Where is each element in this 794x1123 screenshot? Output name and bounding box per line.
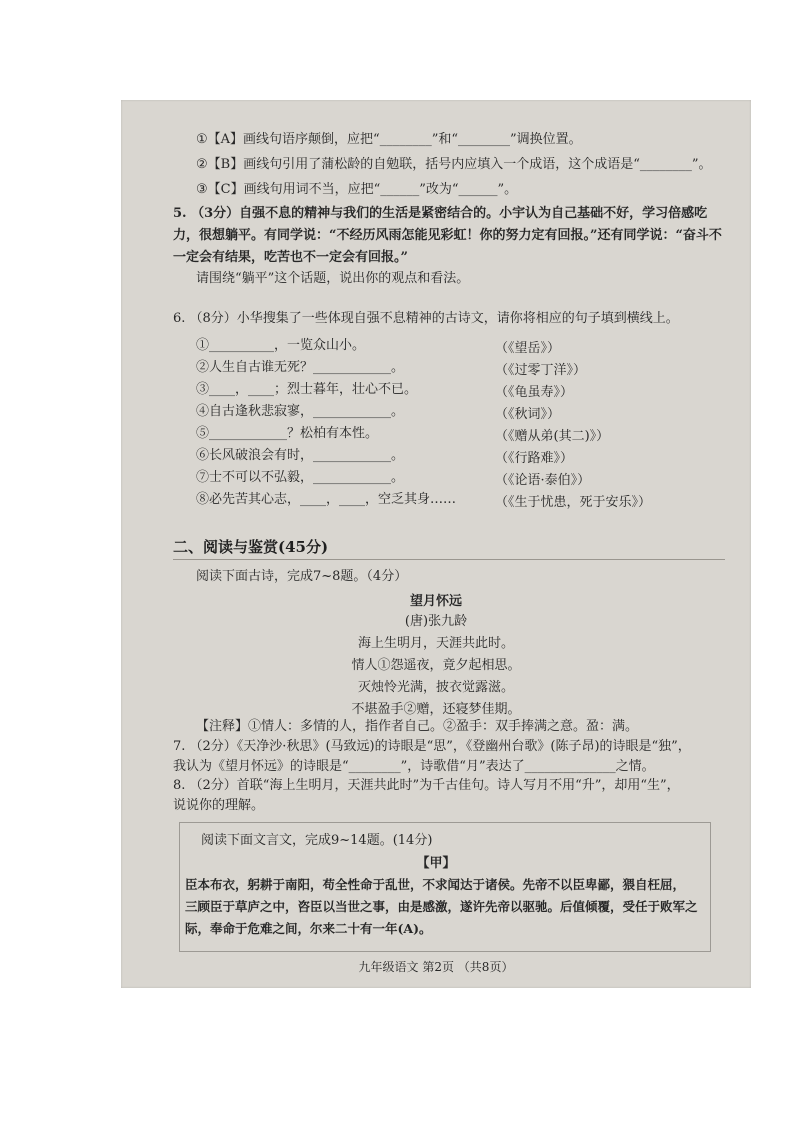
q6-item-3: ③____，____；烈士暮年，壮心不已。 [196, 382, 418, 397]
q6-item-2: ②人生自古谁无死？____________。 [196, 360, 405, 375]
q6-item-7: ⑦士不可以不弘毅，____________。 [196, 470, 405, 485]
page-footer: 九年级语文 第2页 （共8页） [358, 960, 514, 974]
q5-prompt: 请围绕“躺平”这个话题，说出你的观点和看法。 [196, 271, 470, 286]
q4-item-2: ②【B】画线句引用了蒲松龄的自勉联，括号内应填入一个成语，这个成语是“________”。 [196, 157, 712, 172]
poem-title: 望月怀远 [409, 594, 462, 609]
q6-source-1: （《望岳》） [495, 341, 561, 356]
q7-line-1: 7. （2分）《天净沙·秋思》(马致远)的诗眼是“思”，《登幽州台歌》(陈子昂)的诗眼是“独”， [173, 739, 691, 754]
q4-item-1: ①【A】画线句语序颠倒，应把“________”和“________”调换位置。 [196, 132, 582, 147]
q6-source-6: （《行路难》） [495, 451, 574, 466]
poem-line-1: 海上生明月，天涯共此时。 [357, 636, 514, 651]
classical-line-1: 臣本布衣，躬耕于南阳，苟全性命于乱世，不求闻达于诸侯。先帝不以臣卑鄙，猥自枉屈， [185, 877, 686, 892]
classical-line-3: 际，奉命于危难之间，尔来二十有一年(A)。 [185, 921, 432, 936]
section-divider [173, 559, 725, 560]
classical-label: 【甲】 [416, 856, 456, 871]
poem-line-2: 情人①怨遥夜，竟夕起相思。 [351, 658, 521, 673]
q6-item-4: ④自古逢秋悲寂寥，____________。 [196, 404, 405, 419]
section-heading: 二、阅读与鉴赏(45分) [173, 538, 329, 556]
q6-source-5: （《赠从弟(其二)》） [495, 429, 610, 444]
q6-item-5: ⑤____________？松柏有本性。 [196, 426, 379, 441]
q6-source-8: （《生于忧患，死于安乐》） [495, 495, 652, 510]
classical-line-2: 三顾臣于草庐之中，咨臣以当世之事，由是感激，遂许先帝以驱驰。后值倾覆，受任于败军之 [185, 899, 698, 914]
q8-line-2: 说说你的理解。 [173, 798, 265, 813]
q6-item-8: ⑧必先苦其心志，____，____，空乏其身…… [196, 492, 457, 507]
q6-title: 6. （8分）小华搜集了一些体现自强不息精神的古诗文，请你将相应的句子填到横线上。 [173, 311, 679, 326]
q5-text: 5. （3分）自强不息的精神与我们的生活是紧密结合的。小宇认为自己基础不好，学习倍感吃力，很想躺平。有同学说：“不经历风雨怎能见彩虹！你的努力定有回报。”还有同学说：“奋斗不一定会有结果，吃苦也不一定会有回报。” [173, 206, 722, 265]
q7-line-2: 我认为《望月怀远》的诗眼是“________”，诗歌借“月”表达了______________之情。 [173, 759, 655, 774]
poem-line-4: 不堪盈手②赠，还寝梦佳期。 [351, 702, 521, 717]
q4-item-3: ③【C】画线句用词不当，应把“______”改为“______”。 [196, 182, 518, 197]
q6-source-4: （《秋词》） [495, 407, 561, 422]
poem-author: (唐)张九龄 [404, 614, 468, 629]
q6-item-1: ①__________，一览众山小。 [196, 338, 366, 353]
poem-intro: 阅读下面古诗，完成7~8题。（4分） [196, 569, 408, 584]
poem-note: 【注释】①情人：多情的人，指作者自己。②盈手：双手捧满之意。盈：满。 [196, 719, 639, 734]
q8-line-1: 8. （2分）首联“海上生明月，天涯共此时”为千古佳句。诗人写月不用“升”，却用“生”， [173, 778, 680, 793]
q6-source-7: （《论语·泰伯》） [495, 473, 591, 488]
poem-line-3: 灭烛怜光满，披衣觉露滋。 [357, 680, 514, 695]
q6-source-3: （《龟虽寿》） [495, 385, 574, 400]
classical-intro: 阅读下面文言文，完成9~14题。(14分) [201, 833, 433, 848]
q6-item-6: ⑥长风破浪会有时，____________。 [196, 448, 405, 463]
q6-source-2: （《过零丁洋》） [495, 363, 587, 378]
exam-page [121, 100, 751, 988]
